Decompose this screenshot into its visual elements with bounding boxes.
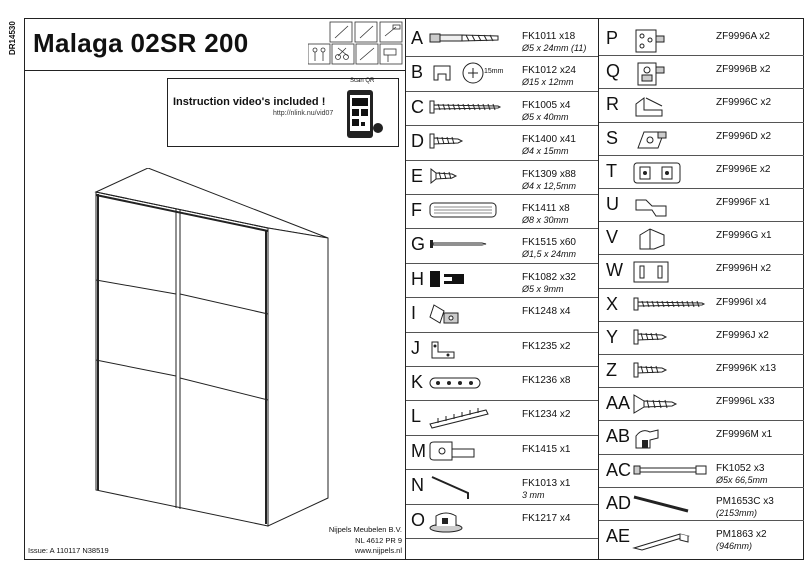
part-code (716, 529, 767, 540)
part-code-text: ZF9996C (716, 97, 758, 109)
company-website[interactable]: www.nijpels.nl (354, 546, 402, 555)
row-divider (406, 332, 598, 333)
part-letter: C (411, 96, 424, 117)
part-qty: x1 (759, 197, 770, 208)
row-divider (599, 354, 804, 355)
part-code-text: FK1234 (522, 409, 558, 421)
row-divider (406, 435, 598, 436)
part-code-text: FK1217 (522, 512, 558, 524)
part-code (522, 272, 576, 283)
part-qty: x18 (559, 31, 576, 42)
roller-b-icon (632, 61, 712, 87)
part-qty: x1 (761, 429, 773, 441)
part-qty: x2 (758, 329, 769, 341)
part-qty: x1 (559, 478, 571, 490)
part-letter: L (411, 406, 422, 427)
part-letter: T (606, 160, 617, 181)
part-code (716, 496, 774, 507)
row-divider (406, 91, 598, 92)
part-letter: X (606, 293, 619, 314)
part-code-text: PM1653C (716, 495, 761, 507)
row-divider (406, 263, 598, 264)
part-code (716, 396, 775, 407)
countersunk-screw-icon (632, 393, 712, 419)
part-qty: x1 (559, 443, 571, 455)
screw-icon (428, 131, 518, 157)
part-letter: K (411, 372, 424, 392)
part-code (716, 31, 770, 42)
part-code-text: FK1515 (522, 237, 558, 249)
part-code (716, 164, 770, 175)
part-code (522, 237, 576, 248)
part-code (522, 306, 570, 317)
part-code (522, 409, 570, 420)
part-qty: x24 (559, 65, 576, 77)
bolt-icon (632, 460, 712, 486)
qr-phone-icon[interactable] (344, 82, 384, 142)
double-stop-icon (632, 161, 712, 187)
part-code (522, 444, 570, 455)
cam-bolt-icon (428, 28, 518, 54)
part-letter: N (411, 475, 424, 496)
part-code (522, 134, 576, 145)
part-letter: P (606, 28, 619, 48)
part-letter: E (411, 165, 424, 186)
part-code (716, 197, 770, 208)
guide-block-icon (632, 227, 712, 253)
row-divider (599, 454, 804, 455)
part-letter: M (411, 440, 426, 461)
tool-icons (308, 21, 404, 65)
part-letter: J (411, 337, 420, 358)
part-qty: x2 (759, 163, 771, 175)
page-title: Malaga 02SR 200 (33, 28, 249, 58)
dowel-icon (428, 200, 518, 226)
part-qty: x2 (756, 529, 767, 540)
row-divider (599, 288, 804, 289)
part-code-text: FK1005 (522, 99, 558, 111)
guide-bracket-icon (632, 94, 712, 120)
part-code-text: PM1863 (716, 529, 754, 540)
row-divider (406, 400, 598, 401)
row-divider (599, 221, 804, 222)
part-qty: x32 (559, 271, 576, 283)
part-qty: x2 (760, 97, 772, 109)
part-letter: A (411, 28, 424, 48)
part-size: Ø1,5 x 24mm (522, 249, 577, 260)
title-divider (24, 70, 405, 71)
part-letter: G (411, 234, 426, 255)
part-qty: x3 (763, 495, 774, 507)
part-qty: x41 (559, 134, 576, 146)
part-letter: AB (606, 426, 631, 447)
roller-a-icon (632, 28, 712, 54)
part-code-text: FK1248 (522, 306, 558, 318)
row-divider (599, 55, 804, 56)
row-divider (599, 188, 804, 189)
part-letter: AD (606, 492, 632, 513)
row-divider (599, 420, 804, 421)
cam-lock-icon (428, 62, 518, 88)
hex-key-icon (428, 475, 518, 501)
row-divider (599, 88, 804, 89)
part-letter: B (411, 62, 424, 83)
company-name: Nijpels Meubelen B.V. (328, 525, 402, 534)
part-code (716, 263, 771, 274)
part-code-text: ZF9996H (716, 263, 758, 275)
row-divider (406, 56, 598, 57)
part-code-text: ZF9996D (716, 130, 758, 142)
scan-label: Scan QR (350, 78, 375, 84)
rod-icon (632, 493, 712, 519)
screw-icon (632, 327, 712, 353)
plate-icon (632, 128, 712, 154)
part-qty: x2 (559, 409, 571, 421)
row-divider (599, 487, 804, 488)
screw-icon (632, 360, 712, 386)
part-code-text: ZF9996G (716, 230, 759, 242)
part-letter: S (606, 127, 619, 148)
row-divider (406, 228, 598, 229)
row-divider (599, 321, 804, 322)
row-divider (599, 520, 804, 521)
part-code (716, 97, 771, 108)
part-letter: W (606, 260, 623, 281)
company-address: NL 4612 PR 9 (355, 535, 402, 545)
part-qty: x13 (759, 363, 777, 374)
row-divider (599, 387, 804, 388)
part-code-text: FK1052 (716, 462, 752, 474)
part-letter: R (606, 94, 619, 115)
part-qty: x33 (758, 396, 775, 408)
profile-icon (632, 526, 712, 552)
row-divider (406, 504, 598, 505)
part-letter: Q (606, 61, 621, 82)
angle-bracket-icon (428, 338, 518, 364)
part-size: Ø5 x 24mm (11) (522, 43, 587, 53)
part-code-text: FK1013 (522, 478, 558, 490)
part-letter: U (606, 194, 619, 214)
row-divider (406, 366, 598, 367)
part-size: (946mm) (716, 541, 753, 551)
part-size: Ø15 x 12mm (522, 77, 574, 88)
comb-icon (428, 406, 518, 432)
slotted-plate-icon (632, 260, 712, 286)
column-divider-2 (598, 18, 599, 560)
part-code-text: FK1236 (522, 375, 558, 386)
wardrobe-drawing (88, 168, 334, 530)
part-code-text: FK1400 (522, 134, 558, 146)
part-code-text: FK1309 (522, 168, 558, 180)
part-qty: x2 (759, 64, 771, 76)
part-code (716, 131, 771, 142)
column-divider-1 (405, 18, 406, 560)
part-qty: x2 (760, 130, 772, 142)
part-code (522, 169, 576, 180)
side-code: DR14530 (8, 21, 17, 55)
part-letter: AA (606, 393, 631, 414)
part-qty: x1 (761, 230, 772, 242)
part-code-text: ZF9996B (716, 64, 758, 76)
lock-clip-icon (632, 426, 712, 452)
part-qty: x4 (559, 99, 571, 111)
part-code (716, 230, 772, 241)
part-size: Ø4 x 12,5mm (522, 180, 577, 191)
row-divider (599, 155, 804, 156)
part-size: (2153mm) (716, 507, 758, 518)
part-code (522, 100, 570, 111)
scissors-icon (332, 44, 354, 64)
dimension-label: 15mm (484, 68, 504, 75)
long-screw-icon (632, 294, 712, 320)
part-qty: x3 (753, 462, 765, 474)
part-code (522, 65, 576, 76)
issue-label: Issue: A 110117 N38519 (28, 546, 109, 555)
connector-plate-icon (428, 372, 518, 398)
part-code (522, 31, 575, 42)
part-qty: x8 (559, 375, 571, 386)
part-code (716, 64, 770, 75)
part-qty: x60 (559, 237, 576, 249)
part-size: Ø5x 66,5mm (716, 474, 768, 485)
drill-icon (380, 44, 402, 64)
row-divider (599, 254, 804, 255)
part-code-text: ZF9996I (716, 296, 754, 308)
part-letter: O (411, 509, 426, 530)
part-size: Ø8 x 30mm (522, 215, 569, 225)
part-code (716, 429, 772, 440)
part-code (522, 341, 570, 352)
part-code (522, 478, 570, 489)
part-code-text: ZF9996L (716, 396, 756, 408)
part-qty: x2 (559, 340, 571, 352)
part-size: Ø4 x 15mm (522, 146, 569, 157)
row-divider (406, 194, 598, 195)
part-qty: x4 (756, 296, 767, 308)
part-code-text: ZF9996A (716, 31, 757, 42)
cap-icon (428, 269, 518, 295)
part-code-text: FK1235 (522, 340, 558, 352)
part-code (716, 330, 769, 341)
part-letter: F (411, 200, 422, 220)
video-url[interactable]: http://nlink.nu/vid07 (273, 110, 334, 117)
row-divider (406, 125, 598, 126)
part-code-text: FK1411 (522, 203, 557, 214)
part-qty: x2 (759, 31, 770, 42)
part-size: Ø5 x 9mm (522, 283, 564, 294)
part-qty: x4 (559, 306, 571, 318)
part-letter: AE (606, 526, 631, 546)
part-code-text: ZF9996K (716, 363, 758, 374)
part-letter: D (411, 131, 424, 152)
part-letter: AC (606, 459, 632, 480)
part-code-text: ZF9996E (716, 163, 758, 175)
part-code (716, 463, 764, 474)
long-screw-icon (428, 97, 518, 123)
row-divider (406, 538, 598, 539)
part-qty: x8 (559, 203, 570, 214)
part-letter: Y (606, 326, 619, 347)
part-qty: x2 (760, 263, 772, 275)
bracket-icon (428, 303, 518, 329)
part-code-text: FK1082 (522, 271, 558, 283)
part-code (716, 363, 776, 374)
row-divider (406, 297, 598, 298)
part-code (522, 203, 570, 214)
part-letter: H (411, 268, 424, 289)
part-code-text: FK1012 (522, 65, 558, 77)
part-code-text: FK1415 (522, 443, 558, 455)
part-letter: I (411, 303, 417, 324)
part-letter: Z (606, 360, 617, 380)
small-screw-icon (428, 166, 518, 192)
part-qty: x4 (559, 512, 571, 524)
video-text: Instruction video's included ! (173, 96, 326, 108)
part-code-text: ZF9996J (716, 329, 756, 341)
row-divider (599, 122, 804, 123)
part-code (522, 375, 570, 386)
stopper-icon (632, 194, 712, 220)
two-person-icon (308, 44, 330, 64)
row-divider (406, 469, 598, 470)
part-code (716, 297, 767, 308)
part-size: 3 mm (522, 490, 545, 501)
nail-icon (428, 234, 518, 260)
part-qty: x88 (559, 168, 576, 180)
part-letter: V (606, 227, 619, 248)
clamp-icon (428, 441, 518, 467)
glide-foot-icon (428, 510, 518, 536)
part-code-text: ZF9996F (716, 197, 757, 208)
part-code-text: ZF9996M (716, 429, 759, 441)
company-info (310, 525, 402, 557)
row-divider (406, 160, 598, 161)
part-code (522, 513, 570, 524)
part-size: Ø5 x 40mm (522, 111, 569, 122)
part-code-text: FK1011 (522, 31, 557, 42)
